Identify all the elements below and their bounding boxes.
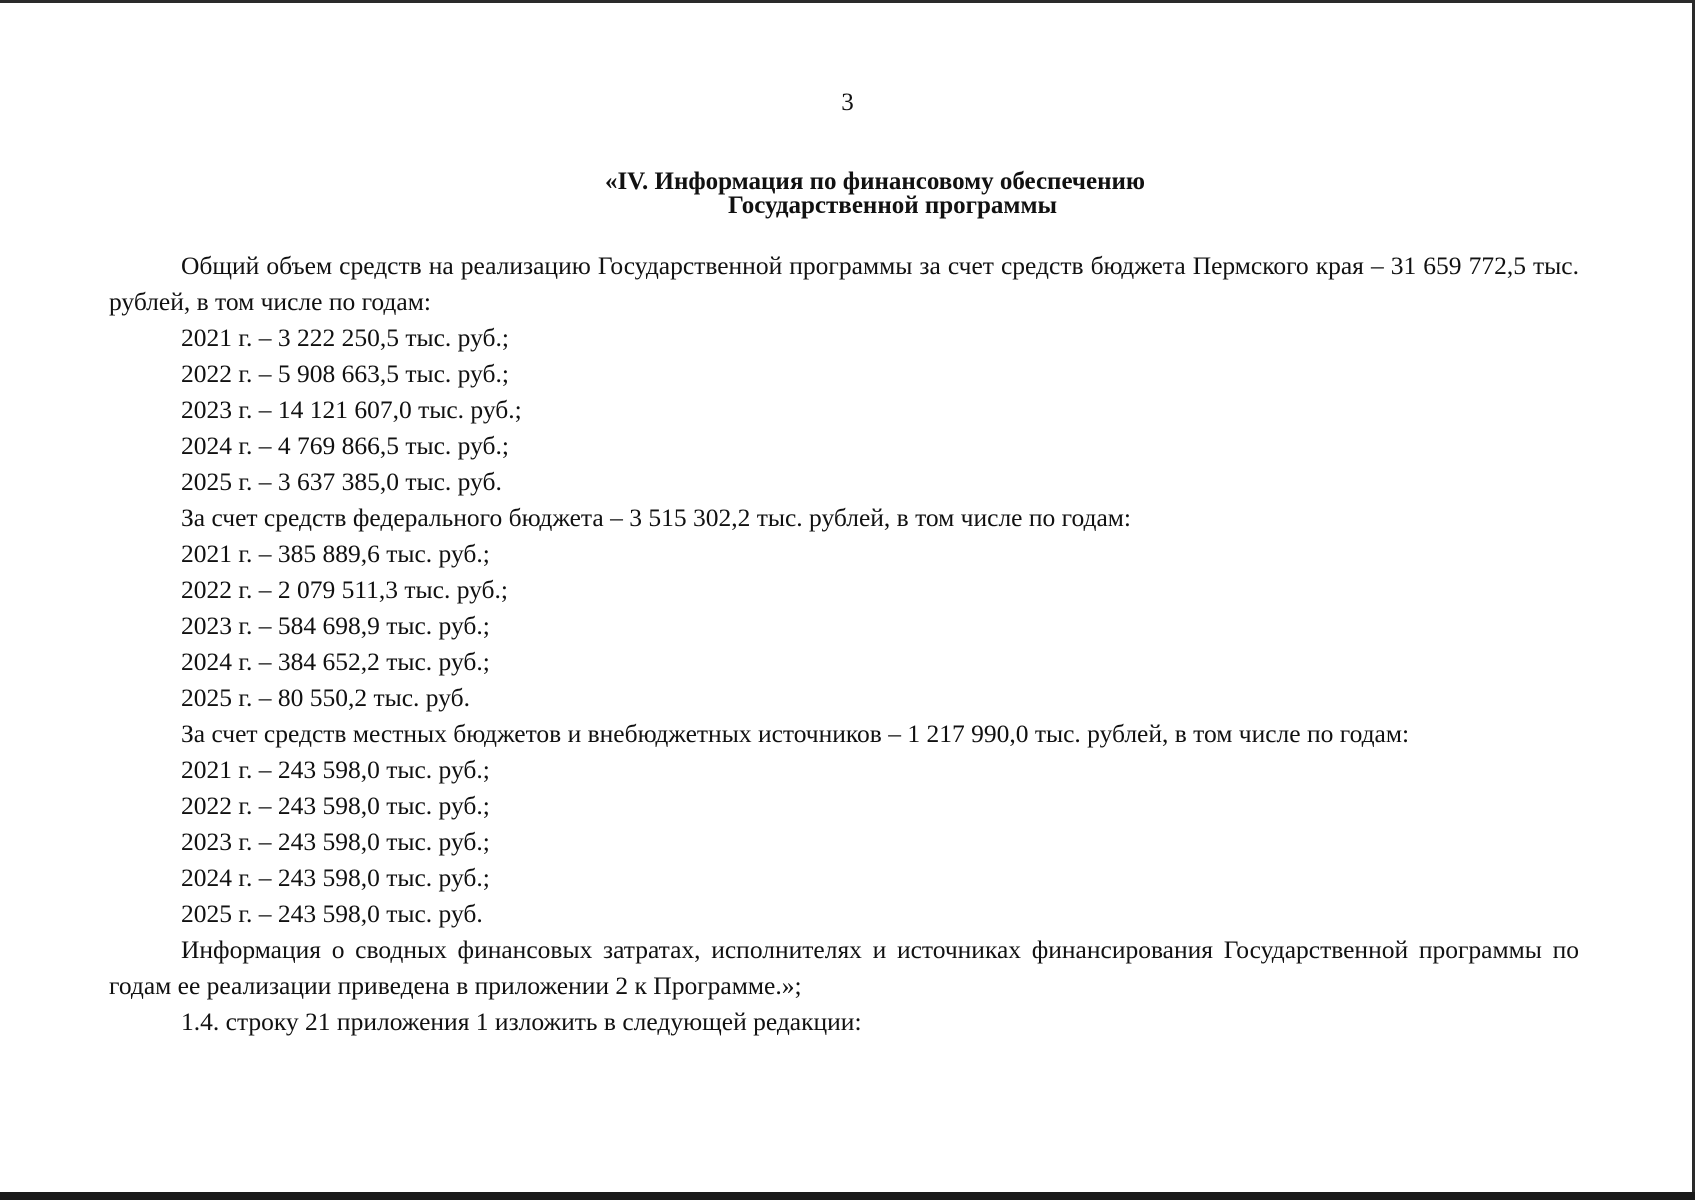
local-year-2021: 2021 г. – 243 598,0 тыс. руб.;	[181, 755, 490, 784]
federal-year-2024: 2024 г. – 384 652,2 тыс. руб.;	[181, 647, 490, 676]
federal-year-2025: 2025 г. – 80 550,2 тыс. руб.	[181, 683, 470, 712]
regional-year-2023: 2023 г. – 14 121 607,0 тыс. руб.;	[181, 395, 522, 424]
local-budget-intro: За счет средств местных бюджетов и внебюджетных источников – 1 217 990,0 тыс. рублей, в том числе по годам:	[181, 719, 1410, 748]
section-heading-line-1: «IV. Информация по финансовому обеспечению	[604, 168, 1146, 195]
local-year-2023: 2023 г. – 243 598,0 тыс. руб.;	[181, 827, 490, 856]
local-year-2022: 2022 г. – 243 598,0 тыс. руб.;	[181, 791, 490, 820]
amendment-paragraph: 1.4. строку 21 приложения 1 изложить в следующей редакции:	[181, 1007, 862, 1036]
section-heading	[0, 170, 1695, 218]
scan-edge-top	[0, 0, 1695, 3]
regional-year-2024: 2024 г. – 4 769 866,5 тыс. руб.;	[181, 431, 509, 460]
federal-budget-intro: За счет средств федерального бюджета – 3 515 302,2 тыс. рублей, в том числе по годам:	[181, 503, 1131, 532]
section-heading-line-2: Государственной программы	[727, 192, 1058, 219]
regional-year-2021: 2021 г. – 3 222 250,5 тыс. руб.;	[181, 323, 509, 352]
scan-edge-bottom	[0, 1192, 1695, 1200]
local-year-2024: 2024 г. – 243 598,0 тыс. руб.;	[181, 863, 490, 892]
regional-year-2025: 2025 г. – 3 637 385,0 тыс. руб.	[181, 467, 502, 496]
local-year-2025: 2025 г. – 243 598,0 тыс. руб.	[181, 899, 483, 928]
federal-year-2022: 2022 г. – 2 079 511,3 тыс. руб.;	[181, 575, 508, 604]
federal-year-2023: 2023 г. – 584 698,9 тыс. руб.;	[181, 611, 490, 640]
document-body	[109, 248, 1579, 1040]
summary-paragraph: Информация о сводных финансовых затратах, исполнителях и источниках финансирования Государственной программы по годам ее реализации приведена в приложении 2 к Программе.»;	[109, 935, 1579, 1000]
regional-budget-intro: Общий объем средств на реализацию Государственной программы за счет средств бюджета Пермского края – 31 659 772,5 тыс. рублей, в том числе по годам:	[109, 251, 1579, 316]
page-number: 3	[841, 89, 854, 116]
regional-year-2022: 2022 г. – 5 908 663,5 тыс. руб.;	[181, 359, 509, 388]
federal-year-2021: 2021 г. – 385 889,6 тыс. руб.;	[181, 539, 490, 568]
